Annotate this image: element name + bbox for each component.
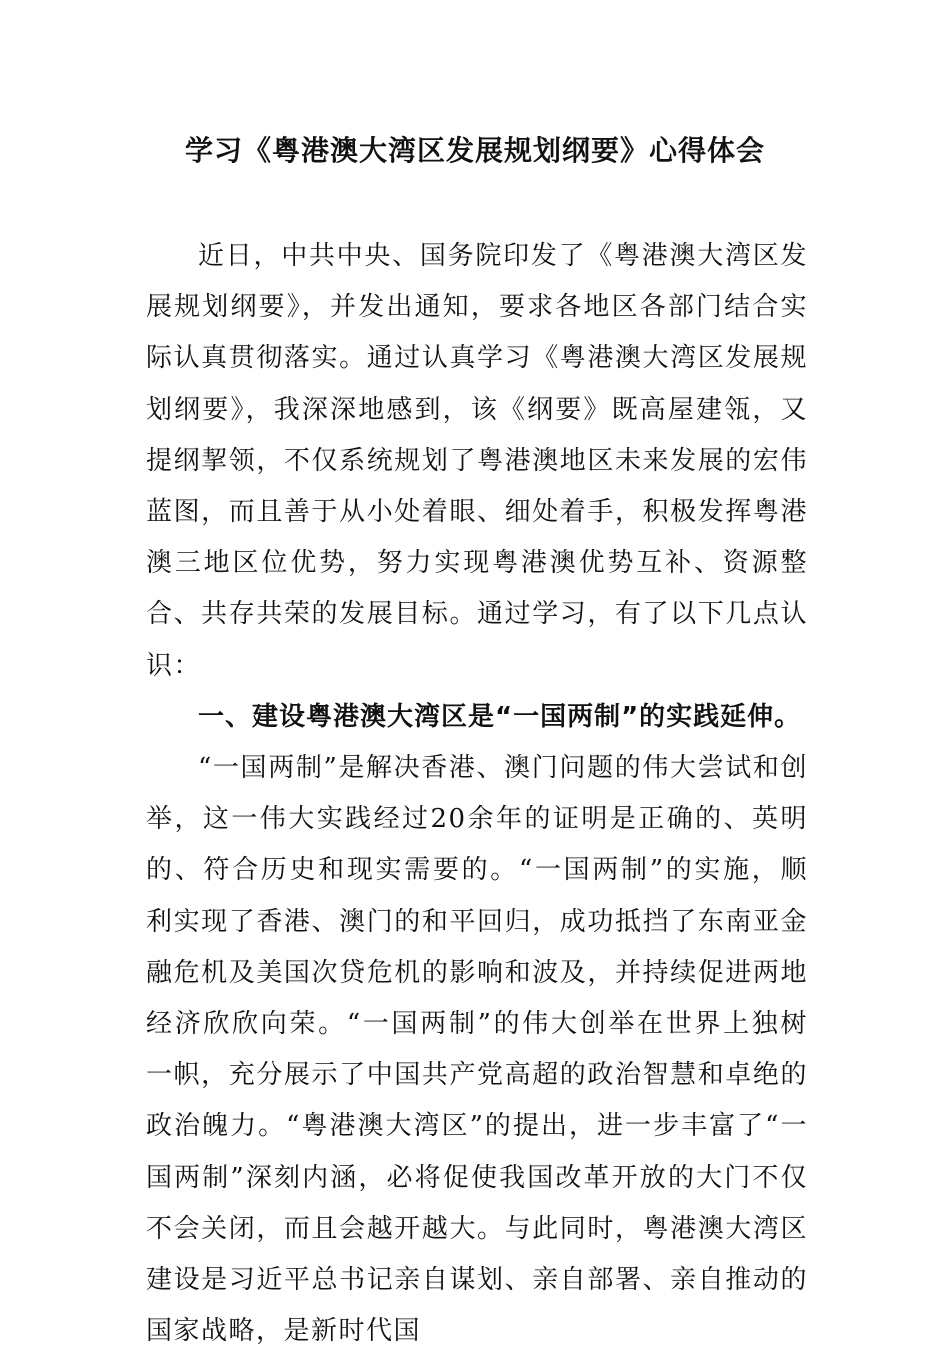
section-paragraph: “一国两制”是解决香港、澳门问题的伟大尝试和创举，这一伟大实践经过20余年的证明是正确的、英明的、符合历史和现实需要的。“一国两制”的实施，顺利实现了香港、澳门的和平回归，成功抵挡了东南亚金融危机及美国次贷危机的影响和波及，并持续促进两地经济欣欣向荣。“一国两制”的伟大创举在世界上独树一帜，充分展示了中国共产党高超的政治智慧和卓绝的政治魄力。“粤港澳大湾区”的提出，进一步丰富了“一国两制”深刻内涵，必将促使我国改革开放的大门不仅不会关闭，而且会越开越大。与此同时，粤港澳大湾区建设是习近平总书记亲自谋划、亲自部署、亲自推动的国家战略，是新时代国 bbox=[146, 753, 808, 1347]
document-title: 学习《粤港澳大湾区发展规划纲要》心得体会 bbox=[184, 134, 765, 167]
section-heading: 一、建设粤港澳大湾区是“一国两制”的实践延伸。 bbox=[198, 701, 802, 732]
intro-paragraph: 近日，中共中央、国务院印发了《粤港澳大湾区发展规划纲要》，并发出通知，要求各地区各部门结合实际认真贯彻落实。通过认真学习《粤港澳大湾区发展规划纲要》，我深深地感到，该《纲要》既高屋建瓴，又提纲挈领，不仅系统规划了粤港澳地区未来发展的宏伟蓝图，而且善于从小处着眼、细处着手，积极发挥粤港澳三地区位优势，努力实现粤港澳优势互补、资源整合、共存共荣的发展目标。通过学习，有了以下几点认识： bbox=[146, 241, 808, 681]
document-body bbox=[146, 231, 808, 1357]
